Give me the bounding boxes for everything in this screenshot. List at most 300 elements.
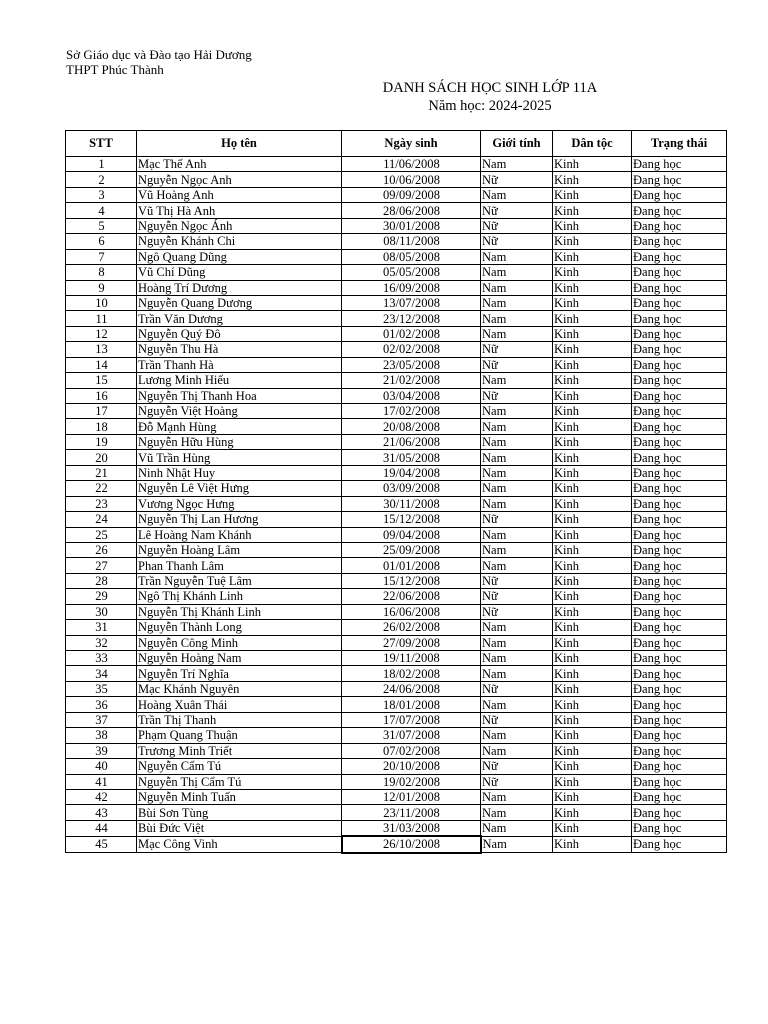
cell-dob: 31/03/2008	[342, 820, 481, 836]
cell-ethnicity: Kinh	[553, 805, 632, 820]
cell-stt: 26	[66, 542, 137, 557]
cell-ethnicity: Kinh	[553, 558, 632, 573]
department-name: Sở Giáo dục và Đào tạo Hải Dương	[66, 47, 252, 62]
cell-status: Đang học	[632, 666, 727, 681]
cell-name: Nguyễn Minh Tuấn	[137, 789, 342, 804]
cell-ethnicity: Kinh	[553, 620, 632, 635]
cell-stt: 12	[66, 326, 137, 341]
table-row	[66, 404, 727, 419]
cell-status: Đang học	[632, 373, 727, 388]
table-row	[66, 712, 727, 727]
cell-stt: 45	[66, 836, 137, 852]
cell-gender: Nam	[481, 558, 553, 573]
cell-name: Nguyễn Việt Hoàng	[137, 404, 342, 419]
cell-ethnicity: Kinh	[553, 450, 632, 465]
cell-gender: Nữ	[481, 172, 553, 187]
cell-gender: Nam	[481, 373, 553, 388]
cell-name: Nguyễn Công Minh	[137, 635, 342, 650]
cell-ethnicity: Kinh	[553, 434, 632, 449]
cell-gender: Nam	[481, 481, 553, 496]
column-header-stt: STT	[66, 131, 137, 157]
cell-dob: 24/06/2008	[342, 681, 481, 696]
cell-status: Đang học	[632, 465, 727, 480]
cell-name: Mạc Công Vinh	[137, 836, 342, 852]
cell-name: Đỗ Mạnh Hùng	[137, 419, 342, 434]
table-row	[66, 651, 727, 666]
column-header-dob: Ngày sinh	[342, 131, 481, 157]
cell-dob: 23/12/2008	[342, 311, 481, 326]
cell-gender: Nam	[481, 496, 553, 511]
cell-status: Đang học	[632, 342, 727, 357]
cell-name: Nguyễn Trí Nghĩa	[137, 666, 342, 681]
cell-ethnicity: Kinh	[553, 187, 632, 202]
cell-status: Đang học	[632, 805, 727, 820]
table-row	[66, 342, 727, 357]
document-header	[66, 47, 252, 77]
cell-dob: 23/05/2008	[342, 357, 481, 372]
cell-name: Lương Minh Hiếu	[137, 373, 342, 388]
table-row	[66, 681, 727, 696]
cell-name: Mạc Khánh Nguyên	[137, 681, 342, 696]
table-row	[66, 388, 727, 403]
cell-stt: 2	[66, 172, 137, 187]
table-row	[66, 512, 727, 527]
cell-stt: 41	[66, 774, 137, 789]
cell-status: Đang học	[632, 450, 727, 465]
cell-ethnicity: Kinh	[553, 789, 632, 804]
cell-stt: 9	[66, 280, 137, 295]
cell-dob: 26/02/2008	[342, 620, 481, 635]
cell-ethnicity: Kinh	[553, 249, 632, 264]
cell-name: Nguyễn Thị Lan Hương	[137, 512, 342, 527]
cell-stt: 19	[66, 434, 137, 449]
cell-name: Nguyễn Quý Đô	[137, 326, 342, 341]
cell-name: Hoàng Xuân Thái	[137, 697, 342, 712]
table-row	[66, 589, 727, 604]
table-row	[66, 743, 727, 758]
cell-gender: Nam	[481, 728, 553, 743]
cell-gender: Nam	[481, 265, 553, 280]
cell-ethnicity: Kinh	[553, 326, 632, 341]
column-header-gender: Giới tính	[481, 131, 553, 157]
cell-status: Đang học	[632, 357, 727, 372]
cell-status: Đang học	[632, 635, 727, 650]
cell-gender: Nữ	[481, 573, 553, 588]
table-body	[66, 157, 727, 853]
table-row	[66, 434, 727, 449]
cell-name: Phan Thanh Lâm	[137, 558, 342, 573]
cell-name: Nguyễn Khánh Chi	[137, 234, 342, 249]
cell-ethnicity: Kinh	[553, 419, 632, 434]
table-row	[66, 620, 727, 635]
table-row	[66, 789, 727, 804]
cell-dob: 19/11/2008	[342, 651, 481, 666]
table-row	[66, 573, 727, 588]
cell-name: Nguyễn Cẩm Tú	[137, 759, 342, 774]
cell-gender: Nam	[481, 157, 553, 172]
cell-status: Đang học	[632, 743, 727, 758]
cell-name: Nguyễn Ngọc Ánh	[137, 218, 342, 233]
cell-dob: 30/01/2008	[342, 218, 481, 233]
cell-name: Lê Hoàng Nam Khánh	[137, 527, 342, 542]
cell-dob: 09/09/2008	[342, 187, 481, 202]
cell-gender: Nam	[481, 295, 553, 310]
cell-ethnicity: Kinh	[553, 743, 632, 758]
cell-dob: 01/02/2008	[342, 326, 481, 341]
cell-status: Đang học	[632, 249, 727, 264]
cell-ethnicity: Kinh	[553, 836, 632, 852]
cell-gender: Nữ	[481, 604, 553, 619]
cell-dob: 05/05/2008	[342, 265, 481, 280]
cell-dob: 28/06/2008	[342, 203, 481, 218]
cell-gender: Nam	[481, 187, 553, 202]
cell-name: Nguyễn Quang Dương	[137, 295, 342, 310]
cell-dob: 18/01/2008	[342, 697, 481, 712]
cell-gender: Nam	[481, 326, 553, 341]
cell-status: Đang học	[632, 311, 727, 326]
table-row	[66, 774, 727, 789]
cell-ethnicity: Kinh	[553, 697, 632, 712]
cell-stt: 29	[66, 589, 137, 604]
table-row	[66, 542, 727, 557]
cell-stt: 21	[66, 465, 137, 480]
table-row	[66, 265, 727, 280]
cell-ethnicity: Kinh	[553, 573, 632, 588]
cell-ethnicity: Kinh	[553, 203, 632, 218]
table-row	[66, 481, 727, 496]
cell-gender: Nam	[481, 542, 553, 557]
cell-stt: 22	[66, 481, 137, 496]
cell-gender: Nam	[481, 836, 553, 852]
cell-status: Đang học	[632, 280, 727, 295]
column-header-ethnicity: Dân tộc	[553, 131, 632, 157]
cell-status: Đang học	[632, 203, 727, 218]
table-row	[66, 157, 727, 172]
cell-dob: 17/07/2008	[342, 712, 481, 727]
cell-status: Đang học	[632, 527, 727, 542]
cell-dob: 11/06/2008	[342, 157, 481, 172]
cell-name: Nguyễn Hoàng Nam	[137, 651, 342, 666]
cell-status: Đang học	[632, 419, 727, 434]
cell-dob: 08/11/2008	[342, 234, 481, 249]
cell-status: Đang học	[632, 558, 727, 573]
cell-dob: 30/11/2008	[342, 496, 481, 511]
cell-status: Đang học	[632, 481, 727, 496]
cell-name: Nguyễn Thị Khánh Linh	[137, 604, 342, 619]
header-row	[66, 131, 727, 157]
cell-ethnicity: Kinh	[553, 357, 632, 372]
cell-gender: Nam	[481, 820, 553, 836]
cell-stt: 44	[66, 820, 137, 836]
cell-stt: 11	[66, 311, 137, 326]
cell-stt: 20	[66, 450, 137, 465]
cell-ethnicity: Kinh	[553, 666, 632, 681]
cell-stt: 39	[66, 743, 137, 758]
cell-dob: 31/05/2008	[342, 450, 481, 465]
cell-gender: Nam	[481, 404, 553, 419]
cell-name: Vũ Chí Dũng	[137, 265, 342, 280]
table-row	[66, 604, 727, 619]
cell-name: Nguyễn Thị Cẩm Tú	[137, 774, 342, 789]
cell-status: Đang học	[632, 157, 727, 172]
table-row	[66, 419, 727, 434]
cell-gender: Nam	[481, 651, 553, 666]
cell-status: Đang học	[632, 697, 727, 712]
cell-ethnicity: Kinh	[553, 465, 632, 480]
cell-ethnicity: Kinh	[553, 295, 632, 310]
cell-dob: 19/02/2008	[342, 774, 481, 789]
table-row	[66, 805, 727, 820]
cell-name: Nguyễn Thị Thanh Hoa	[137, 388, 342, 403]
cell-gender: Nữ	[481, 218, 553, 233]
cell-gender: Nữ	[481, 388, 553, 403]
cell-ethnicity: Kinh	[553, 481, 632, 496]
cell-dob: 18/02/2008	[342, 666, 481, 681]
cell-gender: Nữ	[481, 589, 553, 604]
cell-gender: Nam	[481, 434, 553, 449]
table-row	[66, 187, 727, 202]
cell-stt: 16	[66, 388, 137, 403]
cell-stt: 17	[66, 404, 137, 419]
table-row	[66, 357, 727, 372]
cell-gender: Nam	[481, 697, 553, 712]
cell-stt: 32	[66, 635, 137, 650]
cell-status: Đang học	[632, 496, 727, 511]
cell-status: Đang học	[632, 774, 727, 789]
cell-stt: 14	[66, 357, 137, 372]
cell-dob: 19/04/2008	[342, 465, 481, 480]
cell-stt: 15	[66, 373, 137, 388]
table-row	[66, 527, 727, 542]
cell-gender: Nam	[481, 450, 553, 465]
cell-dob: 09/04/2008	[342, 527, 481, 542]
cell-name: Nguyễn Lê Việt Hưng	[137, 481, 342, 496]
cell-dob: 20/08/2008	[342, 419, 481, 434]
cell-name: Trần Thanh Hà	[137, 357, 342, 372]
cell-dob: 15/12/2008	[342, 512, 481, 527]
table-row	[66, 666, 727, 681]
cell-gender: Nam	[481, 249, 553, 264]
cell-name: Vũ Hoàng Anh	[137, 187, 342, 202]
cell-ethnicity: Kinh	[553, 712, 632, 727]
cell-stt: 4	[66, 203, 137, 218]
cell-status: Đang học	[632, 589, 727, 604]
cell-dob: 27/09/2008	[342, 635, 481, 650]
cell-status: Đang học	[632, 404, 727, 419]
cell-stt: 5	[66, 218, 137, 233]
cell-status: Đang học	[632, 836, 727, 852]
cell-status: Đang học	[632, 434, 727, 449]
cell-dob: 21/06/2008	[342, 434, 481, 449]
cell-dob: 07/02/2008	[342, 743, 481, 758]
cell-ethnicity: Kinh	[553, 172, 632, 187]
cell-status: Đang học	[632, 187, 727, 202]
cell-ethnicity: Kinh	[553, 234, 632, 249]
cell-name: Vũ Thị Hà Anh	[137, 203, 342, 218]
cell-gender: Nữ	[481, 234, 553, 249]
cell-gender: Nữ	[481, 357, 553, 372]
cell-stt: 30	[66, 604, 137, 619]
cell-gender: Nữ	[481, 712, 553, 727]
cell-name: Nguyễn Hữu Hùng	[137, 434, 342, 449]
cell-stt: 31	[66, 620, 137, 635]
cell-ethnicity: Kinh	[553, 589, 632, 604]
cell-gender: Nam	[481, 311, 553, 326]
cell-ethnicity: Kinh	[553, 820, 632, 836]
cell-gender: Nam	[481, 280, 553, 295]
cell-dob: 03/09/2008	[342, 481, 481, 496]
cell-ethnicity: Kinh	[553, 388, 632, 403]
cell-gender: Nam	[481, 465, 553, 480]
cell-status: Đang học	[632, 651, 727, 666]
cell-name: Nguyễn Hoàng Lâm	[137, 542, 342, 557]
cell-stt: 36	[66, 697, 137, 712]
table-row	[66, 280, 727, 295]
cell-stt: 33	[66, 651, 137, 666]
cell-status: Đang học	[632, 542, 727, 557]
cell-dob: 12/01/2008	[342, 789, 481, 804]
column-header-name: Họ tên	[137, 131, 342, 157]
cell-ethnicity: Kinh	[553, 774, 632, 789]
cell-ethnicity: Kinh	[553, 311, 632, 326]
cell-name: Vũ Trần Hùng	[137, 450, 342, 465]
table-header	[66, 131, 727, 157]
cell-dob: 15/12/2008	[342, 573, 481, 588]
cell-gender: Nam	[481, 635, 553, 650]
cell-gender: Nữ	[481, 512, 553, 527]
cell-dob: 16/09/2008	[342, 280, 481, 295]
cell-status: Đang học	[632, 295, 727, 310]
table-row	[66, 295, 727, 310]
cell-status: Đang học	[632, 789, 727, 804]
cell-gender: Nữ	[481, 203, 553, 218]
cell-name: Bùi Đức Việt	[137, 820, 342, 836]
cell-stt: 34	[66, 666, 137, 681]
cell-dob: 26/10/2008	[342, 836, 481, 852]
cell-gender: Nữ	[481, 774, 553, 789]
table-row	[66, 218, 727, 233]
cell-gender: Nam	[481, 666, 553, 681]
cell-name: Nguyễn Ngọc Anh	[137, 172, 342, 187]
cell-status: Đang học	[632, 604, 727, 619]
table-row	[66, 465, 727, 480]
cell-status: Đang học	[632, 820, 727, 836]
cell-gender: Nữ	[481, 342, 553, 357]
cell-status: Đang học	[632, 218, 727, 233]
cell-stt: 6	[66, 234, 137, 249]
cell-stt: 35	[66, 681, 137, 696]
cell-name: Trần Thị Thanh	[137, 712, 342, 727]
cell-dob: 31/07/2008	[342, 728, 481, 743]
cell-status: Đang học	[632, 265, 727, 280]
title-block	[280, 79, 700, 115]
cell-dob: 08/05/2008	[342, 249, 481, 264]
cell-gender: Nam	[481, 527, 553, 542]
table-row	[66, 373, 727, 388]
cell-stt: 38	[66, 728, 137, 743]
cell-ethnicity: Kinh	[553, 542, 632, 557]
cell-ethnicity: Kinh	[553, 265, 632, 280]
table-row	[66, 326, 727, 341]
cell-name: Trần Nguyễn Tuệ Lâm	[137, 573, 342, 588]
cell-stt: 37	[66, 712, 137, 727]
cell-name: Trương Minh Triết	[137, 743, 342, 758]
cell-name: Vương Ngọc Hưng	[137, 496, 342, 511]
cell-stt: 40	[66, 759, 137, 774]
school-name: THPT Phúc Thành	[66, 62, 164, 77]
cell-stt: 42	[66, 789, 137, 804]
table-row	[66, 172, 727, 187]
table-row	[66, 311, 727, 326]
cell-status: Đang học	[632, 620, 727, 635]
table-row	[66, 635, 727, 650]
cell-ethnicity: Kinh	[553, 759, 632, 774]
cell-gender: Nữ	[481, 681, 553, 696]
cell-status: Đang học	[632, 388, 727, 403]
cell-name: Mạc Thế Anh	[137, 157, 342, 172]
cell-status: Đang học	[632, 759, 727, 774]
cell-name: Phạm Quang Thuận	[137, 728, 342, 743]
cell-ethnicity: Kinh	[553, 635, 632, 650]
cell-dob: 10/06/2008	[342, 172, 481, 187]
cell-ethnicity: Kinh	[553, 604, 632, 619]
cell-dob: 20/10/2008	[342, 759, 481, 774]
cell-dob: 23/11/2008	[342, 805, 481, 820]
cell-status: Đang học	[632, 573, 727, 588]
cell-stt: 27	[66, 558, 137, 573]
student-table	[65, 130, 727, 854]
table-row	[66, 234, 727, 249]
cell-ethnicity: Kinh	[553, 527, 632, 542]
cell-ethnicity: Kinh	[553, 342, 632, 357]
cell-stt: 10	[66, 295, 137, 310]
cell-name: Hoàng Trí Dương	[137, 280, 342, 295]
cell-dob: 13/07/2008	[342, 295, 481, 310]
cell-stt: 1	[66, 157, 137, 172]
cell-dob: 01/01/2008	[342, 558, 481, 573]
cell-dob: 22/06/2008	[342, 589, 481, 604]
cell-ethnicity: Kinh	[553, 681, 632, 696]
cell-ethnicity: Kinh	[553, 728, 632, 743]
table-row	[66, 450, 727, 465]
cell-stt: 8	[66, 265, 137, 280]
cell-name: Trần Văn Dương	[137, 311, 342, 326]
cell-stt: 43	[66, 805, 137, 820]
cell-dob: 02/02/2008	[342, 342, 481, 357]
cell-status: Đang học	[632, 728, 727, 743]
cell-name: Ngô Quang Dũng	[137, 249, 342, 264]
table-row	[66, 728, 727, 743]
cell-ethnicity: Kinh	[553, 651, 632, 666]
cell-gender: Nam	[481, 620, 553, 635]
cell-stt: 24	[66, 512, 137, 527]
cell-dob: 25/09/2008	[342, 542, 481, 557]
cell-dob: 03/04/2008	[342, 388, 481, 403]
cell-ethnicity: Kinh	[553, 157, 632, 172]
cell-status: Đang học	[632, 712, 727, 727]
cell-status: Đang học	[632, 234, 727, 249]
cell-status: Đang học	[632, 681, 727, 696]
cell-name: Ninh Nhật Huy	[137, 465, 342, 480]
table-row	[66, 203, 727, 218]
cell-gender: Nam	[481, 743, 553, 758]
cell-status: Đang học	[632, 512, 727, 527]
cell-stt: 18	[66, 419, 137, 434]
cell-name: Ngô Thị Khánh Linh	[137, 589, 342, 604]
cell-gender: Nam	[481, 419, 553, 434]
school-year: Năm học: 2024-2025	[428, 98, 552, 114]
cell-stt: 3	[66, 187, 137, 202]
